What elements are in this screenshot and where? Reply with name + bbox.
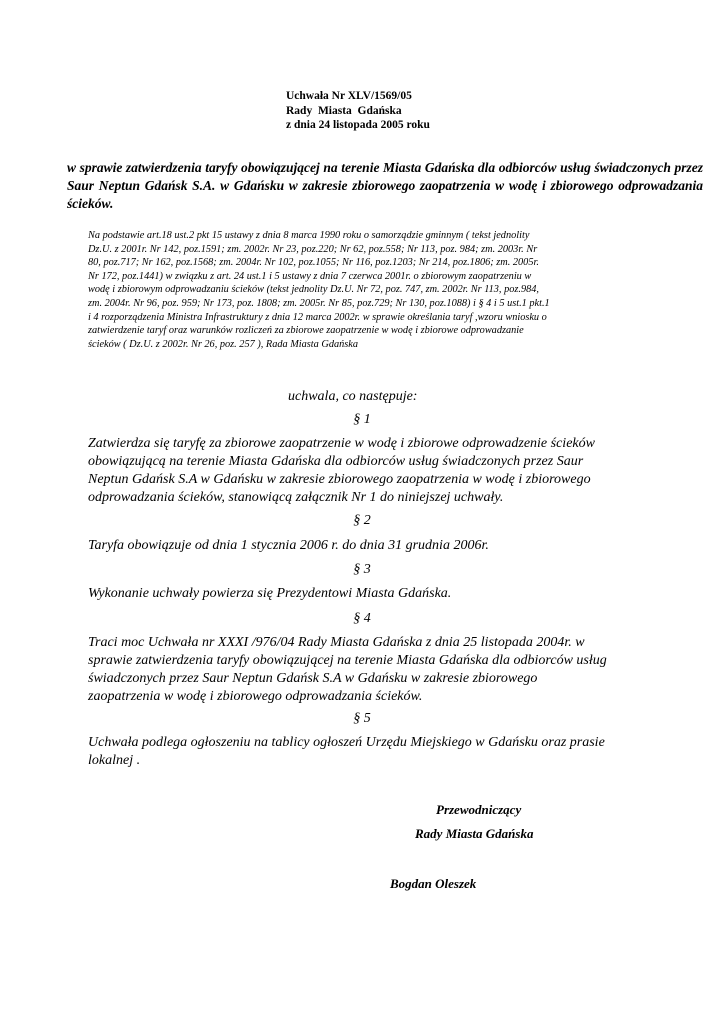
resolution-number: Uchwała Nr XLV/1569/05 — [286, 90, 412, 102]
section-line: Neptun Gdańsk S.A w Gdańsku w zakresie zbiorowego zaopatrzenia w wodę i zbiorowego — [88, 472, 591, 487]
section-line: Traci moc Uchwała nr XXXI /976/04 Rady Miasta Gdańska z dnia 25 listopada 2004r. w — [88, 635, 585, 650]
legal-basis-line: wodę i zbiorowym odprowadzaniu ścieków (tekst jednolity Dz.U. Nr 72, poz. 747, zm. 2002r. Nr 113, poz.984, — [88, 284, 539, 296]
legal-basis-line: ścieków ( Dz.U. z 2002r. Nr 26, poz. 257 ), Rada Miasta Gdańska — [88, 338, 359, 350]
section-line: lokalnej . — [88, 753, 141, 768]
legal-basis-line: zm. 2004r. Nr 96, poz. 959; Nr 173, poz. 1808; zm. 2005r. Nr 85, poz.729; Nr 130, poz.1088) i § 4 i 5 ust.1 pkt.1 — [88, 297, 550, 309]
legal-basis — [88, 229, 634, 351]
section-line: Wykonanie uchwały powierza się Prezydentowi Miasta Gdańska. — [88, 586, 452, 601]
section-line: sprawie zatwierdzenia taryfy obowiązującej na terenie Miasta Gdańska dla odbiorców usług — [88, 653, 607, 668]
resolution-intro: uchwala, co następuje: — [288, 389, 418, 404]
section-2-sign: § 2 — [353, 513, 371, 528]
section-line: świadczonych przez Saur Neptun Gdańsk S.A w Gdańsku w zakresie zbiorowego — [88, 671, 538, 686]
resolution-header — [286, 89, 430, 133]
resolution-date: z dnia 24 listopada 2005 roku — [286, 119, 430, 131]
legal-basis-line: Nr 172, poz.1441) w związku z art. 24 ust.1 i 5 ustawy z dnia 7 czerwca 2001r. o zbiorowym zaopatrzeniu w — [88, 270, 532, 282]
section-line: Taryfa obowiązuje od dnia 1 stycznia 2006 r. do dnia 31 grudnia 2006r. — [88, 538, 489, 553]
council-name: Rady Miasta Gdańska — [286, 104, 402, 117]
section-line: obowiązującą na terenie Miasta Gdańska dla odbiorców usług świadczonych przez Saur — [88, 454, 584, 469]
section-5-sign: § 5 — [353, 711, 371, 726]
section-4-text — [88, 634, 688, 706]
section-1-text — [88, 435, 688, 507]
section-4-sign: § 4 — [353, 611, 371, 626]
section-3-sign: § 3 — [353, 562, 371, 577]
section-line: odprowadzania ścieków, stanowiącą załącznik Nr 1 do niniejszej uchwały. — [88, 490, 504, 505]
section-5-text — [88, 734, 688, 770]
legal-basis-line: Dz.U. z 2001r. Nr 142, poz.1591; zm. 2002r. Nr 23, poz.220; Nr 62, poz.558; Nr 113, poz. 984; zm. 2003r. Nr — [88, 243, 538, 255]
section-line: zaopatrzenia w wodę i zbiorowego odprowadzania ścieków. — [88, 689, 423, 704]
section-2-text — [88, 537, 688, 555]
section-line: Zatwierdza się taryfę za zbiorowe zaopatrzenie w wodę i zbiorowe odprowadzenie ścieków — [88, 436, 595, 451]
resolution-subject: w sprawie zatwierdzenia taryfy obowiązującej na terenie Miasta Gdańska dla odbiorców usług świadczonych przez Saur Neptun Gdańsk S.A. w Gdańsku w zakresie zbiorowego zaopatrzenia w wodę i zbiorowego odprowadzania ścieków. — [67, 160, 703, 211]
legal-basis-line: 80, poz.717; Nr 162, poz.1568; zm. 2004r. Nr 102, poz.1055; Nr 116, poz.1203; Nr 214, poz.1806; zm. 2005r. — [88, 257, 539, 269]
legal-basis-line: i 4 rozporządzenia Ministra Infrastruktury z dnia 12 marca 2002r. w sprawie określania taryf ,wzoru wniosku o — [88, 311, 547, 323]
legal-basis-line: Na podstawie art.18 ust.2 pkt 15 ustawy z dnia 8 marca 1990 roku o samorządzie gminnym ( tekst jednolity — [88, 230, 530, 241]
section-1-sign: § 1 — [353, 412, 371, 427]
legal-basis-line: zatwierdzenie taryf oraz warunków rozliczeń za zbiorowe zaopatrzenie w wodę i zbiorowe odprowadzanie — [88, 325, 524, 337]
signature-title: Przewodniczący — [436, 802, 522, 817]
section-3-text — [88, 585, 688, 603]
signatory-name: Bogdan Oleszek — [390, 876, 477, 891]
section-line: Uchwała podlega ogłoszeniu na tablicy ogłoszeń Urzędu Miejskiego w Gdańsku oraz prasie — [88, 735, 605, 750]
signature-body: Rady Miasta Gdańska — [415, 826, 534, 841]
